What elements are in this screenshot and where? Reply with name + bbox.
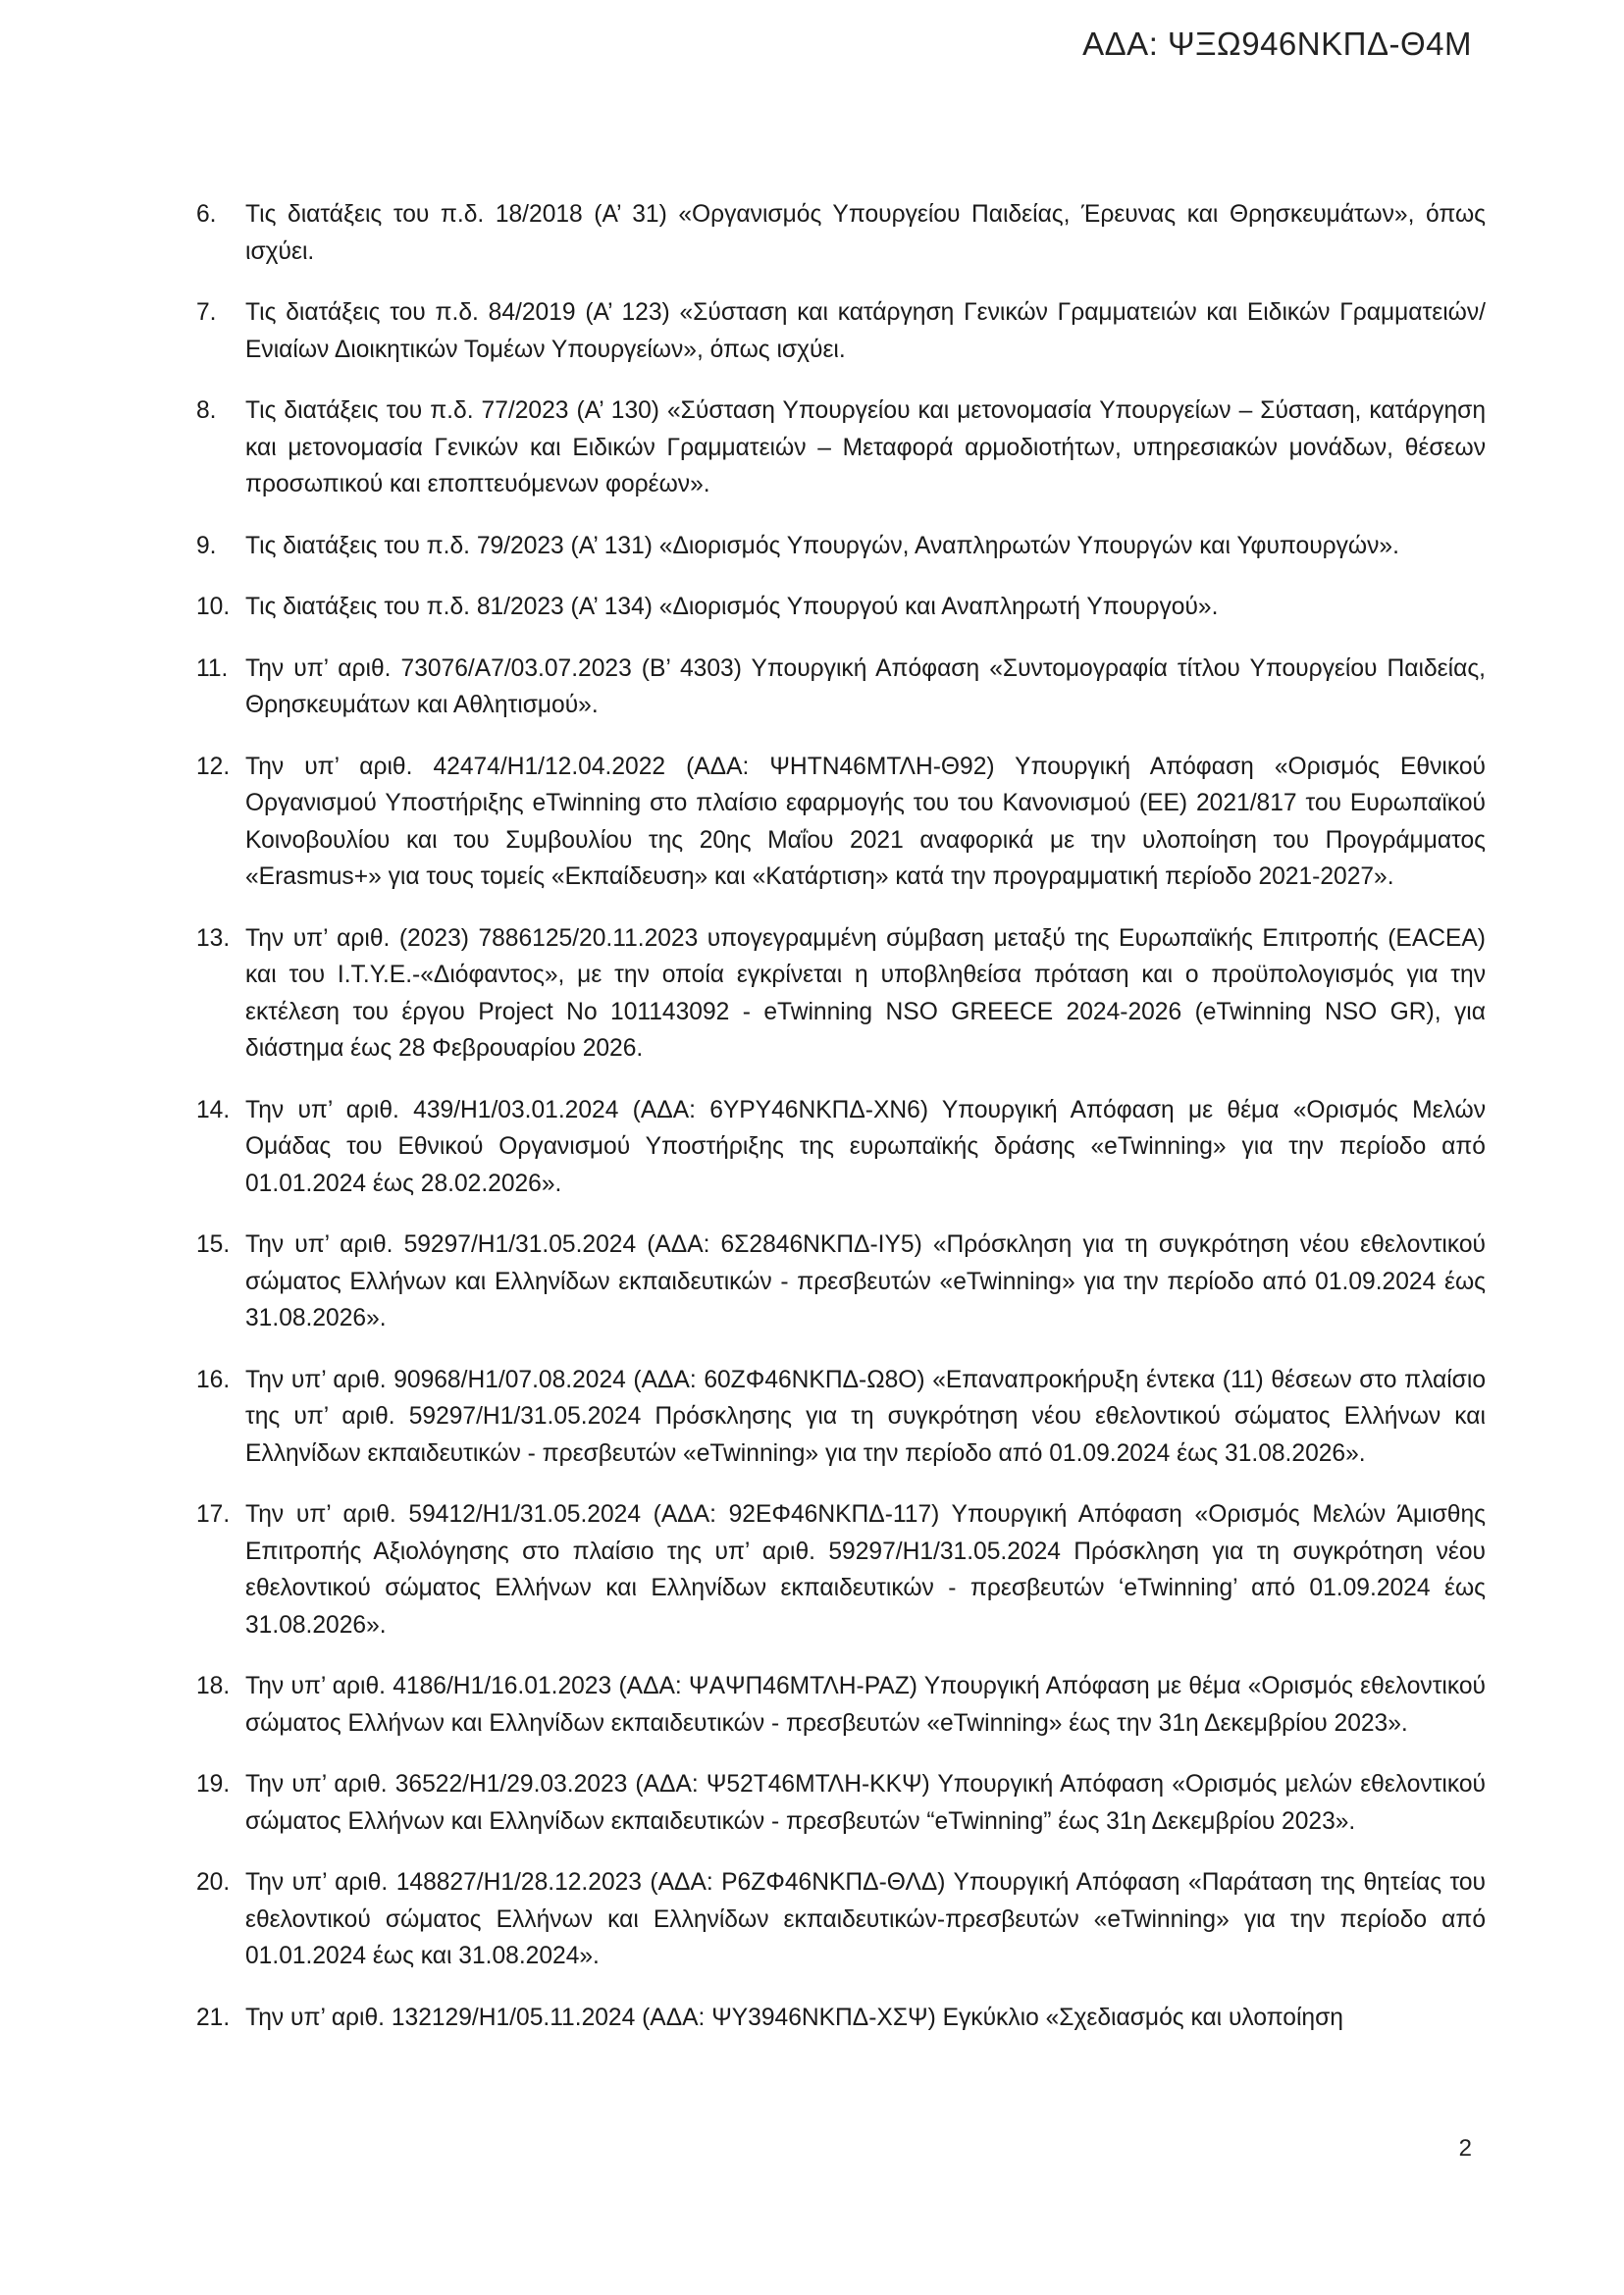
item-text: Την υπ’ αριθ. 439/Η1/03.01.2024 (ΑΔΑ: 6ΥΡΥ46ΝΚΠΔ-ΧΝ6) Υπουργική Απόφαση με θέμα «Ορισμός Μελών Ομάδας του Εθνικού Οργανισμού Υποστήριξης της ευρωπαϊκής δράσης «eTwinning» για την περίοδο από 01.01.2024 έως 28.02.2026». xyxy=(245,1096,1486,1197)
item-number: 21. xyxy=(196,2004,231,2031)
item-number: 8. xyxy=(196,397,217,424)
item-number: 19. xyxy=(196,1771,231,1798)
list-item xyxy=(196,528,1486,565)
list-item xyxy=(196,1226,1486,1337)
list-item xyxy=(196,589,1486,626)
item-number: 13. xyxy=(196,924,231,952)
item-text: Την υπ’ αριθ. 148827/Η1/28.12.2023 (ΑΔΑ: Ρ6ΖΦ46ΝΚΠΔ-ΘΛΔ) Υπουργική Απόφαση «Παράταση της θητείας του εθελοντικού σώματος Ελλήνων και Ελληνίδων εκπαιδευτικών-πρεσβευτών «eTwinning» για την περίοδο από 01.01.2024 έως και 31.08.2024». xyxy=(245,1869,1486,1969)
item-text: Την υπ’ αριθ. (2023) 7886125/20.11.2023 υπογεγραμμένη σύμβαση μεταξύ της Ευρωπαϊκής Επιτροπής (EACEA) και του Ι.Τ.Υ.Ε.-«Διόφαντος», με την οποία εγκρίνεται η υποβληθείσα πρόταση και ο προϋπολογισμός για την εκτέλεση του έργου Project No 101143092 - eTwinning NSO GREECE 2024-2026 (eTwinning NSO GR), για διάστημα έως 28 Φεβρουαρίου 2026. xyxy=(245,924,1486,1062)
item-text: Τις διατάξεις του π.δ. 18/2018 (Α’ 31) «Οργανισμός Υπουργείου Παιδείας, Έρευνας και Θρησκευμάτων», όπως ισχύει. xyxy=(245,201,1486,265)
list-item xyxy=(196,196,1486,270)
list-item xyxy=(196,2000,1486,2037)
list-item xyxy=(196,1864,1486,1975)
item-text: Την υπ’ αριθ. 42474/Η1/12.04.2022 (ΑΔΑ: ΨΗΤΝ46ΜΤΛΗ-Θ92) Υπουργική Απόφαση «Ορισμός Εθνικού Οργανισμού Υποστήριξης eTwinning στο πλαίσιο εφαρμογής του του Κανονισμού (ΕΕ) 2021/817 του Ευρωπαϊκού Κοινοβουλίου και του Συμβουλίου της 20ης Μαΐου 2021 αναφορικά με την υλοποίηση του Προγράμματος «Erasmus+» για τους τομείς «Εκπαίδευση» και «Κατάρτιση» κατά την προγραμματική περίοδο 2021-2027». xyxy=(245,753,1486,890)
item-number: 14. xyxy=(196,1096,231,1123)
item-number: 16. xyxy=(196,1366,231,1393)
item-text: Την υπ’ αριθ. 4186/Η1/16.01.2023 (ΑΔΑ: ΨΑΨΠ46ΜΤΛΗ-ΡΑΖ) Υπουργική Απόφαση με θέμα «Ορισμός εθελοντικού σώματος Ελλήνων και Ελληνίδων εκπαιδευτικών - πρεσβευτών «eTwinning» έως την 31η Δεκεμβρίου 2023». xyxy=(245,1673,1486,1737)
legal-basis-list xyxy=(196,196,1486,2060)
item-number: 7. xyxy=(196,299,217,326)
item-number: 6. xyxy=(196,201,217,228)
item-number: 11. xyxy=(196,654,229,682)
item-text: Τις διατάξεις του π.δ. 79/2023 (Α’ 131) «Διορισμός Υπουργών, Αναπληρωτών Υπουργών και Υφυπουργών». xyxy=(245,532,1399,559)
item-text: Την υπ’ αριθ. 73076/Α7/03.07.2023 (Β’ 4303) Υπουργική Απόφαση «Συντομογραφία τίτλου Υπουργείου Παιδείας, Θρησκευμάτων και Αθλητισμού». xyxy=(245,654,1486,718)
item-text: Τις διατάξεις του π.δ. 77/2023 (Α’ 130) «Σύσταση Υπουργείου και μετονομασία Υπουργείων – Σύσταση, κατάργηση και μετονομασία Γενικών και Ειδικών Γραμματειών – Μεταφορά αρμοδιοτήτων, υπηρεσιακών μονάδων, θέσεων προσωπικού και εποπτευόμενων φορέων». xyxy=(245,397,1486,497)
item-number: 17. xyxy=(196,1501,231,1528)
item-number: 12. xyxy=(196,753,231,780)
item-text: Τις διατάξεις του π.δ. 81/2023 (Α’ 134) «Διορισμός Υπουργού και Αναπληρωτή Υπουργού». xyxy=(245,594,1219,620)
item-text: Την υπ’ αριθ. 59412/Η1/31.05.2024 (ΑΔΑ: 92ΕΦ46ΝΚΠΔ-117) Υπουργική Απόφαση «Ορισμός Μελών Άμισθης Επιτροπής Αξιολόγησης στο πλαίσιο της υπ’ αριθ. 59297/Η1/31.05.2024 Πρόσκληση για τη συγκρότηση νέου εθελοντικού σώματος Ελλήνων και Ελληνίδων εκπαιδευτικών - πρεσβευτών ‘eTwinning’ από 01.09.2024 έως 31.08.2026». xyxy=(245,1501,1486,1639)
item-text: Την υπ’ αριθ. 132129/Η1/05.11.2024 (ΑΔΑ: ΨΥ3946ΝΚΠΔ-ΧΣΨ) Εγκύκλιο «Σχεδιασμός και υλοποίηση xyxy=(245,2004,1343,2031)
list-item xyxy=(196,1668,1486,1742)
item-text: Την υπ’ αριθ. 59297/Η1/31.05.2024 (ΑΔΑ: 6Σ2846ΝΚΠΔ-ΙΥ5) «Πρόσκληση για τη συγκρότηση νέου εθελοντικού σώματος Ελλήνων και Ελληνίδων εκπαιδευτικών - πρεσβευτών «eTwinning» για την περίοδο από 01.09.2024 έως 31.08.2026». xyxy=(245,1231,1486,1331)
list-item xyxy=(196,1362,1486,1473)
ada-identifier: ΑΔΑ: ΨΞΩ946ΝΚΠΔ-Θ4Μ xyxy=(1082,26,1472,62)
list-item xyxy=(196,749,1486,896)
list-item xyxy=(196,392,1486,503)
item-number: 18. xyxy=(196,1673,231,1699)
item-number: 9. xyxy=(196,532,217,559)
item-text: Τις διατάξεις του π.δ. 84/2019 (Α’ 123) «Σύσταση και κατάργηση Γενικών Γραμματειών και Ειδικών Γραμματειών/Ενιαίων Διοικητικών Τομέων Υπουργείων», όπως ισχύει. xyxy=(245,299,1486,363)
list-item xyxy=(196,294,1486,368)
item-text: Την υπ’ αριθ. 36522/Η1/29.03.2023 (ΑΔΑ: Ψ52Τ46ΜΤΛΗ-ΚΚΨ) Υπουργική Απόφαση «Ορισμός μελών εθελοντικού σώματος Ελλήνων και Ελληνίδων εκπαιδευτικών - πρεσβευτών “eTwinning” έως 31η Δεκεμβρίου 2023». xyxy=(245,1771,1486,1835)
list-item xyxy=(196,1766,1486,1840)
list-item xyxy=(196,1092,1486,1203)
list-item xyxy=(196,651,1486,724)
item-number: 20. xyxy=(196,1869,231,1896)
page-number: 2 xyxy=(1458,2135,1472,2162)
list-item xyxy=(196,920,1486,1068)
item-text: Την υπ’ αριθ. 90968/Η1/07.08.2024 (ΑΔΑ: 60ΖΦ46ΝΚΠΔ-Ω8Ο) «Επαναπροκήρυξη έντεκα (11) θέσεων στο πλαίσιο της υπ’ αριθ. 59297/Η1/31.05.2024 Πρόσκλησης για τη συγκρότηση νέου εθελοντικού σώματος Ελλήνων και Ελληνίδων εκπαιδευτικών - πρεσβευτών «eTwinning» για την περίοδο από 01.09.2024 έως 31.08.2026». xyxy=(245,1366,1486,1467)
item-number: 15. xyxy=(196,1231,231,1258)
list-item xyxy=(196,1496,1486,1643)
item-number: 10. xyxy=(196,594,231,620)
